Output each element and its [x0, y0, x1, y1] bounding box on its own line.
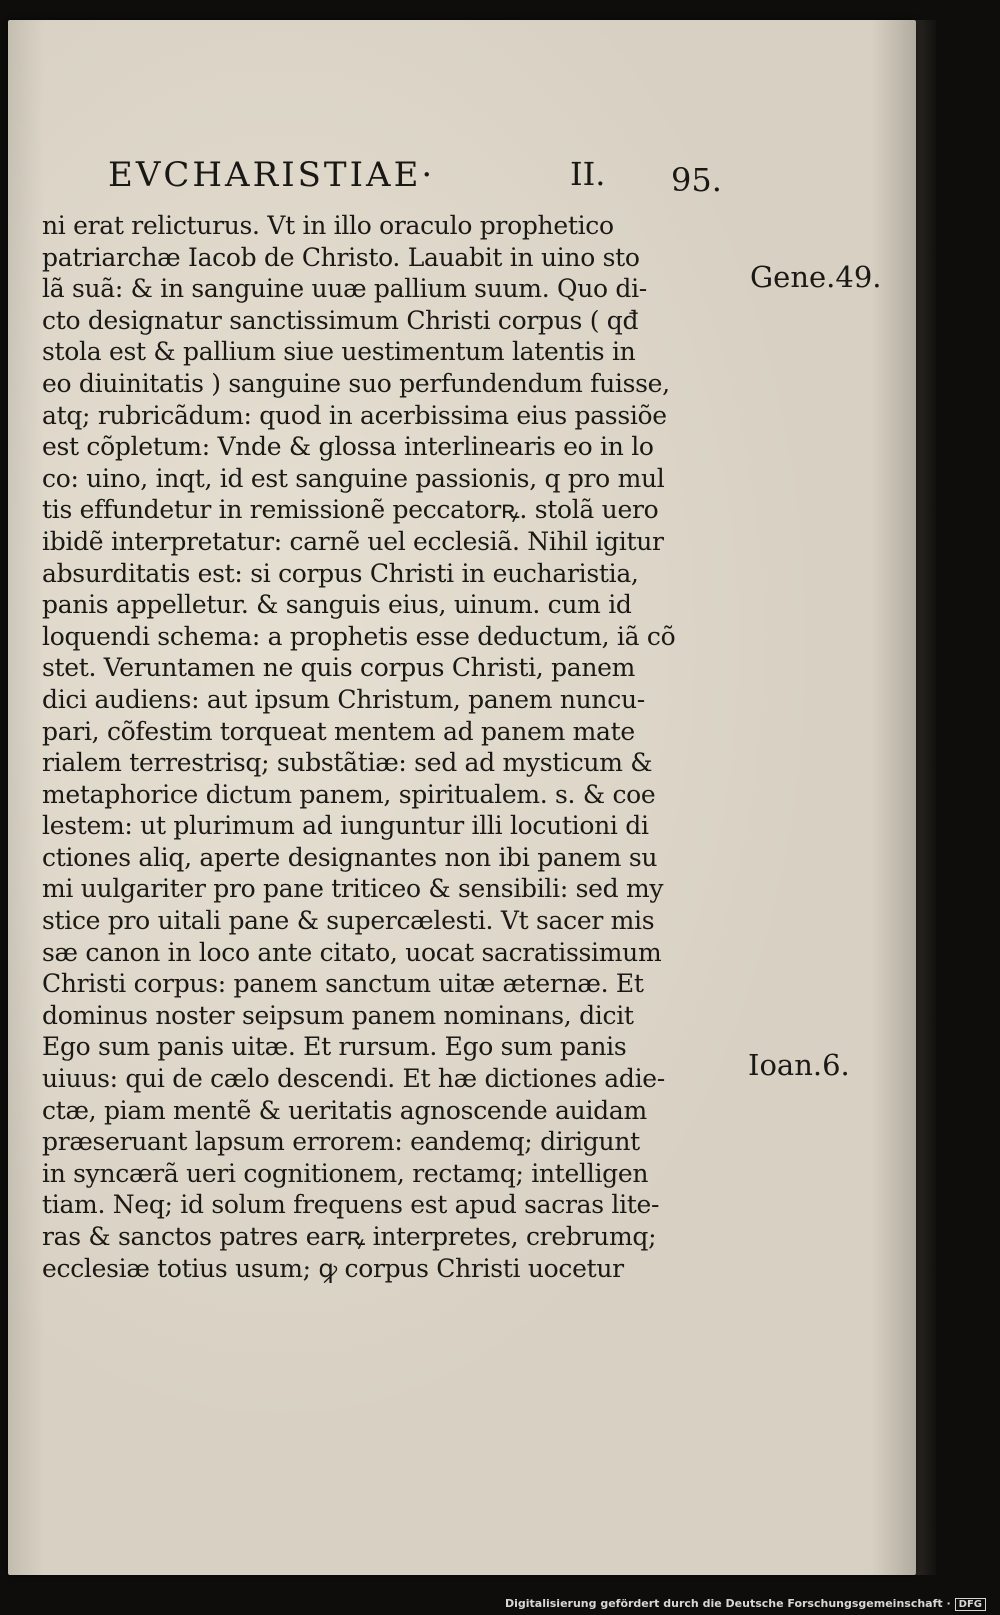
text-line: rialem terrestrisq; substãtiæ: sed ad mysticum &	[42, 748, 653, 778]
text-line: absurditatis est: si corpus Christi in eucharistia,	[42, 558, 639, 588]
text-line: ctæ, piam mentẽ & ueritatis agnoscende auidam	[42, 1095, 647, 1125]
text-line: ibidẽ interpretatur: carnẽ uel ecclesiã. Nihil igitur	[42, 526, 664, 556]
text-line: præseruant lapsum errorem: eandemq; dirigunt	[42, 1127, 640, 1157]
running-header	[108, 155, 748, 199]
chapter-number: II.	[570, 155, 606, 193]
text-line: Christi corpus: panem sanctum uitæ æternæ. Et	[42, 969, 644, 999]
text-line: stola est & pallium siue uestimentum latentis in	[42, 337, 636, 367]
text-line: mi uulgariter pro pane triticeo & sensibili: sed my	[42, 874, 664, 904]
body-text	[42, 210, 728, 1284]
text-line: Ego sum panis uitæ. Et rursum. Ego sum panis	[42, 1032, 627, 1062]
text-line: est cõpletum: Vnde & glossa interlinearis eo in lo	[42, 432, 654, 462]
page-number: 95.	[671, 161, 722, 199]
dfg-logo: DFG	[955, 1598, 986, 1611]
text-line: atq; rubricãdum: quod in acerbissima eius passiõe	[42, 400, 667, 430]
digitization-credit	[505, 1597, 986, 1611]
book-page	[8, 20, 916, 1575]
credit-text: Digitalisierung gefördert durch die Deutsche Forschungsgemeinschaft ·	[504, 1597, 951, 1610]
text-line: co: uino, inqt, id est sanguine passionis, q pro mul	[42, 463, 665, 493]
book-spine	[916, 20, 936, 1575]
text-line: panis appelletur. & sanguis eius, uinum. cum id	[42, 590, 632, 620]
text-line: lã suã: & in sanguine uuæ pallium suum. Quo di-	[42, 274, 647, 304]
text-line: ras & sanctos patres earꝶ interpretes, crebrumq;	[42, 1222, 657, 1251]
text-line: lestem: ut plurimum ad iunguntur illi locutioni di	[42, 811, 649, 841]
text-line: stet. Veruntamen ne quis corpus Christi, panem	[42, 653, 636, 683]
margin-note-ioan: Ioan.6.	[748, 1048, 850, 1082]
text-line: eo diuinitatis ) sanguine suo perfundendum fuisse,	[42, 368, 670, 398]
text-line: loquendi schema: a prophetis esse deductum, iã cõ	[42, 621, 676, 651]
text-line: ecclesiæ totius usum; ꝙ corpus Christi uocetur	[42, 1253, 624, 1283]
text-line: sæ canon in loco ante citato, uocat sacratissimum	[42, 937, 662, 967]
text-line: ni erat relicturus. Vt in illo oraculo prophetico	[42, 211, 614, 240]
text-line: patriarchæ Iacob de Christo. Lauabit in uino sto	[42, 242, 640, 272]
margin-note-gene: Gene.49.	[750, 260, 882, 294]
text-line: tis effundetur in remissionẽ peccatorꝶ. stolã uero	[42, 495, 659, 525]
text-line: ctiones aliq, aperte designantes non ibi panem su	[42, 842, 658, 872]
text-line: in syncærã ueri cognitionem, rectamq; intelligen	[42, 1158, 649, 1188]
text-line: pari, cõfestim torqueat mentem ad panem mate	[42, 716, 635, 746]
text-line: metaphorice dictum panem, spiritualem. s. & coe	[42, 779, 656, 809]
text-line: dominus noster seipsum panem nominans, dicit	[42, 1000, 634, 1030]
text-line: dici audiens: aut ipsum Christum, panem nuncu-	[42, 684, 645, 714]
text-line: uiuus: qui de cælo descendi. Et hæ dictiones adie-	[42, 1064, 665, 1094]
text-line: tiam. Neq; id solum frequens est apud sacras lite-	[42, 1190, 660, 1220]
text-line: stice pro uitali pane & supercælesti. Vt sacer mis	[42, 906, 655, 936]
running-title: EVCHARISTIAE·	[108, 155, 436, 195]
text-line: cto designatur sanctissimum Christi corpus ( qđ	[42, 305, 639, 335]
